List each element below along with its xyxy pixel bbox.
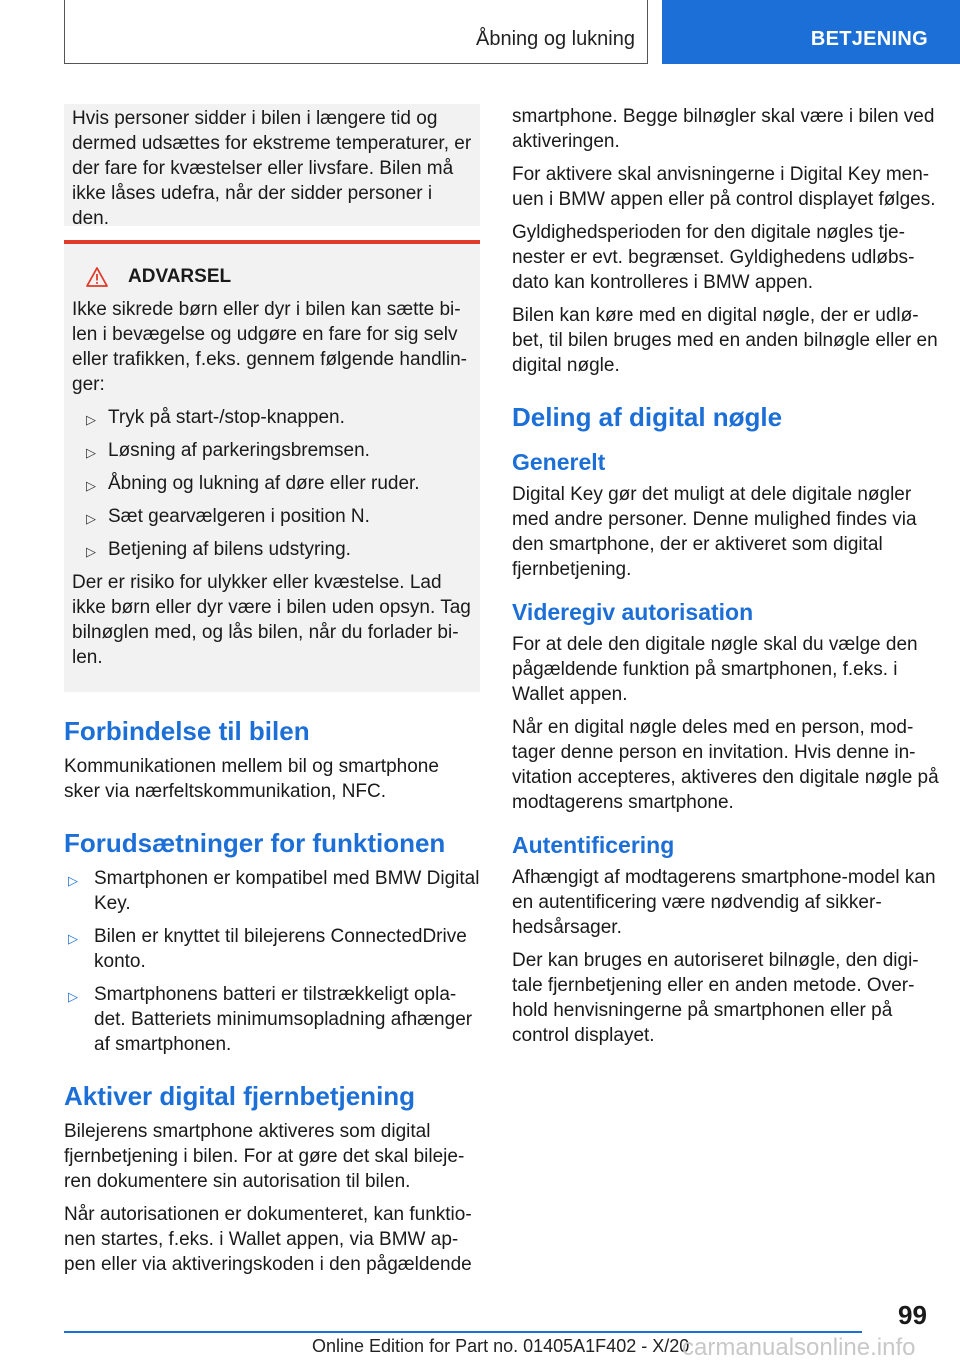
triangle-bullet-icon: ▷ (68, 989, 78, 1004)
chapter-tab-label: BETJENING (810, 28, 928, 50)
caution-box (64, 104, 480, 229)
heading-autentificering: Autentificering (512, 832, 675, 858)
warning-box (64, 240, 480, 692)
list-item: ▷ Bilen er knyttet til bilejerens ConnectedDrive konto. (68, 926, 467, 972)
warning-title: ADVARSEL (128, 266, 232, 287)
left-column (64, 104, 480, 1285)
warning-list (72, 405, 472, 562)
list-item: ▷ Løsning af parkeringsbremsen. (72, 438, 472, 463)
videregiv-text-1: For at dele den digitale nøgle skal du vælge den pågældende funktion på smartphonen, f.eks. i Wallet appen. (512, 634, 918, 705)
triangle-bullet-icon: ▷ (86, 511, 96, 526)
forbindelse-text: Kommunikationen mellem bil og smartphone sker via nærfeltskommunikation, NFC. (64, 756, 439, 802)
heading-generelt: Generelt (512, 449, 606, 475)
heading-forbindelse: Forbindelse til bilen (64, 716, 310, 746)
right-column (512, 104, 942, 1056)
list-item: ▷ Betjening af bilens udstyring. (72, 537, 472, 562)
heading-forudsaetninger: Forudsætninger for funktionen (64, 828, 446, 858)
watermark: carmanualsonline.info (682, 1334, 916, 1361)
edition-note: Online Edition for Part no. 01405A1F402 - X/20 (312, 1336, 690, 1356)
auth-text-2: Der kan bruges en autoriseret bilnøgle, den digitale fjernbetjening eller en anden metode. Overhold henvisningerne på smartphonen eller på control displayet. (512, 950, 919, 1046)
generelt-text: Digital Key gør det muligt at dele digitale nøgler med andre personer. Denne mulighed findes via den smartphone, der er aktiveret som digital fjernbetjening. (512, 484, 917, 580)
warning-closing: Der er risiko for ulykker eller kvæstelse. Lad ikke børn eller dyr være i bilen uden opsyn. Tag bilnøglen med, og lås bilen, når du forlader bilen. (72, 572, 471, 668)
footer-divider (64, 1331, 862, 1333)
page-number: 99 (898, 1300, 927, 1330)
triangle-bullet-icon: ▷ (86, 412, 96, 427)
triangle-bullet-icon: ▷ (86, 445, 96, 460)
videregiv-text-2: Når en digital nøgle deles med en person, modtager denne person en invitation. Hvis denne invitation accepteres, aktiveres den digitale nøgle på modtagerens smartphone. (512, 717, 939, 813)
list-item: ▷ Sæt gearvælgeren i position N. (72, 504, 472, 529)
triangle-bullet-icon: ▷ (86, 544, 96, 559)
auth-text-1: Afhængigt af modtagerens smartphone-model kan en autentificering være nødvendig af sikkerhedsårsager. (512, 867, 936, 938)
running-header (64, 0, 648, 64)
list-item: ▷ Smartphonen er kompatibel med BMW Digital Key. (68, 868, 480, 914)
paragraph: Gyldighedsperioden for den digitale nøgles tjenester er evt. begrænset. Gyldighedens udløbsdato kan kontrolleres i BMW appen. (512, 222, 915, 293)
warning-header (72, 264, 472, 289)
paragraph: Bilen kan køre med en digital nøgle, der er udløbet, til bilen bruges med en anden bilnøgle eller en digital nøgle. (512, 305, 938, 376)
list-item: ▷ Smartphonens batteri er tilstrækkeligt opladet. Batteriets minimumsopladning afhænger af smartphonen. (68, 984, 473, 1055)
triangle-bullet-icon: ▷ (68, 873, 78, 888)
paragraph: For aktivere skal anvisningerne i Digital Key menuen i BMW appen eller på control displayet følges. (512, 164, 936, 210)
heading-deling: Deling af digital nøgle (512, 402, 783, 432)
heading-videregiv: Videregiv autorisation (512, 599, 754, 625)
requirements-list (64, 866, 480, 1057)
triangle-bullet-icon: ▷ (68, 931, 78, 946)
warning-triangle-icon (86, 267, 108, 287)
chapter-tab (662, 0, 960, 64)
triangle-bullet-icon: ▷ (86, 478, 96, 493)
list-item: ▷ Tryk på start-/stop-knappen. (72, 405, 472, 430)
list-item: ▷ Åbning og lukning af døre eller ruder. (72, 471, 472, 496)
heading-aktiver: Aktiver digital fjernbetjening (64, 1081, 416, 1111)
section-title: Åbning og lukning (475, 28, 635, 50)
paragraph: smartphone. Begge bilnøgler skal være i bilen ved aktiveringen. (512, 106, 935, 152)
aktiver-text-2: Når autorisationen er dokumenteret, kan funktionen startes, f.eks. i Wallet appen, via BMW appen eller via aktiveringskoden i den pågældende (64, 1204, 472, 1275)
warning-intro: Ikke sikrede børn eller dyr i bilen kan sætte bilen i bevægelse og udgøre en fare for sig selv eller trafikken, f.eks. gennem følgende handlinger: (72, 299, 467, 395)
aktiver-text-1: Bilejerens smartphone aktiveres som digital fjernbetjening i bilen. For at gøre det skal bilejeren dokumentere sin autorisation til bilen. (64, 1121, 465, 1192)
caution-text: Hvis personer sidder i bilen i længere tid og dermed udsættes for ekstreme temperaturer, er der fare for kvæstelser eller livsfare. Bilen må ikke låses udefra, når der sidder personer i den. (72, 108, 472, 229)
